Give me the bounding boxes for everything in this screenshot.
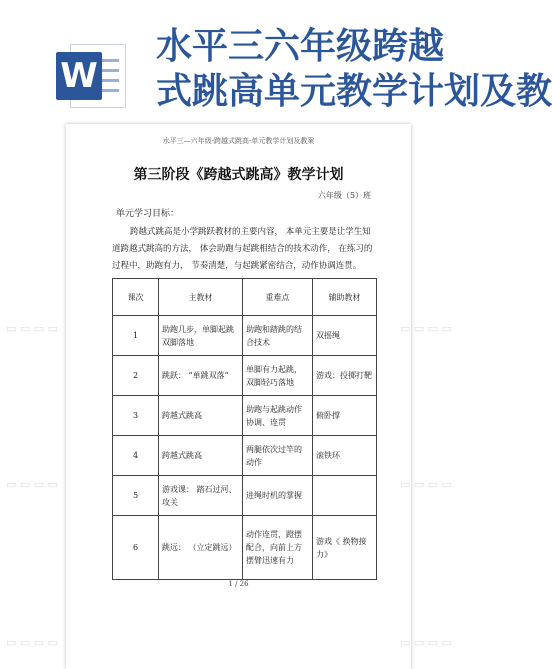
watermark-mark: ▭ ▭ ▭ ▭ (6, 478, 59, 491)
watermark-mark: ▭ ▭ ▭ ▭ (400, 636, 453, 649)
cell-main-material: 游戏课： 踏石过河、攻关 (159, 476, 243, 516)
banner-title-line-1: 水平三六年级跨越 (156, 26, 445, 67)
class-label: 六年级（5）班 (317, 191, 371, 200)
cell-aux-material: 俯卧撑 (313, 396, 377, 436)
table-row (113, 396, 377, 436)
watermark-mark: ▭ ▭ ▭ ▭ (6, 636, 59, 649)
banner (0, 0, 552, 118)
cell-key-points: 助跑与起跳动作协调、连贯 (243, 396, 313, 436)
table-row (113, 476, 377, 516)
banner-title-line-2: 式跳高单元教学计划及教 (156, 71, 552, 112)
cell-main-material: 助跑几步，单脚起跳双脚落地 (159, 316, 243, 356)
cell-key-points: 进绳时机的掌握 (243, 476, 313, 516)
watermark-mark: ▭ ▭ ▭ ▭ (6, 322, 59, 335)
watermark-mark: ▭ ▭ ▭ ▭ (400, 478, 453, 491)
cell-lesson-number: 6 (113, 516, 159, 580)
cell-main-material: 跳跃： “单跳双落” (159, 356, 243, 396)
table-row (113, 356, 377, 396)
table-row (113, 316, 377, 356)
lesson-plan-table (112, 278, 377, 580)
header-key-points: 重难点 (243, 279, 313, 316)
running-header: 水平三—六年级-跨越式跳高-单元教学计划及教案 (162, 137, 315, 145)
cell-lesson-number: 5 (113, 476, 159, 516)
watermark-mark: ▭ ▭ ▭ ▭ (400, 322, 453, 335)
table-row (113, 516, 377, 580)
document-title: 第三阶段《跨越式跳高》教学计划 (133, 167, 344, 183)
cell-aux-material: 滚铁环 (313, 436, 377, 476)
cell-lesson-number: 2 (113, 356, 159, 396)
cell-key-points: 动作连贯，蹬摆配合，向前上方摆臂迅速有力 (243, 516, 313, 580)
cell-main-material: 跨越式跳高 (159, 396, 243, 436)
cell-aux-material: 双摇绳 (313, 316, 377, 356)
header-aux-material: 辅助教材 (313, 279, 377, 316)
cell-lesson-number: 4 (113, 436, 159, 476)
cell-main-material: 跳远： （立定跳远） (159, 516, 243, 580)
page-number: 1 / 26 (228, 580, 249, 588)
cell-key-points: 助跑和踏跳的结合技术 (243, 316, 313, 356)
objective-paragraph: 跨越式跳高是小学跳跃教材的主要内容， 本单元主要是让学生知道跨越式跳高的方法， 体会助跑与起跳相结合的技术动作， 在练习的过程中，助跑有力， 节奏清楚，与起跳紧密结合，动作协调连贯。 (112, 227, 373, 271)
cell-lesson-number: 3 (113, 396, 159, 436)
header-lesson: 课次 (113, 279, 159, 316)
document-page (66, 124, 411, 669)
cell-lesson-number: 1 (113, 316, 159, 356)
table-row (113, 436, 377, 476)
cell-main-material: 跨越式跳高 (159, 436, 243, 476)
section-heading: 单元学习目标： (116, 209, 180, 219)
cell-aux-material: 游戏：投掷打靶 (313, 356, 377, 396)
word-document-icon (56, 44, 132, 108)
cell-key-points: 单脚有力起跳，双脚轻巧落地 (243, 356, 313, 396)
cell-key-points: 两腿依次过竿的动作 (243, 436, 313, 476)
table-header-row (113, 279, 377, 316)
cell-aux-material: 游戏《 换物接力》 (313, 516, 377, 580)
logo-letter: W (56, 52, 102, 100)
header-main-material: 主教材 (159, 279, 243, 316)
banner-title (156, 24, 552, 114)
cell-aux-material (313, 476, 377, 516)
